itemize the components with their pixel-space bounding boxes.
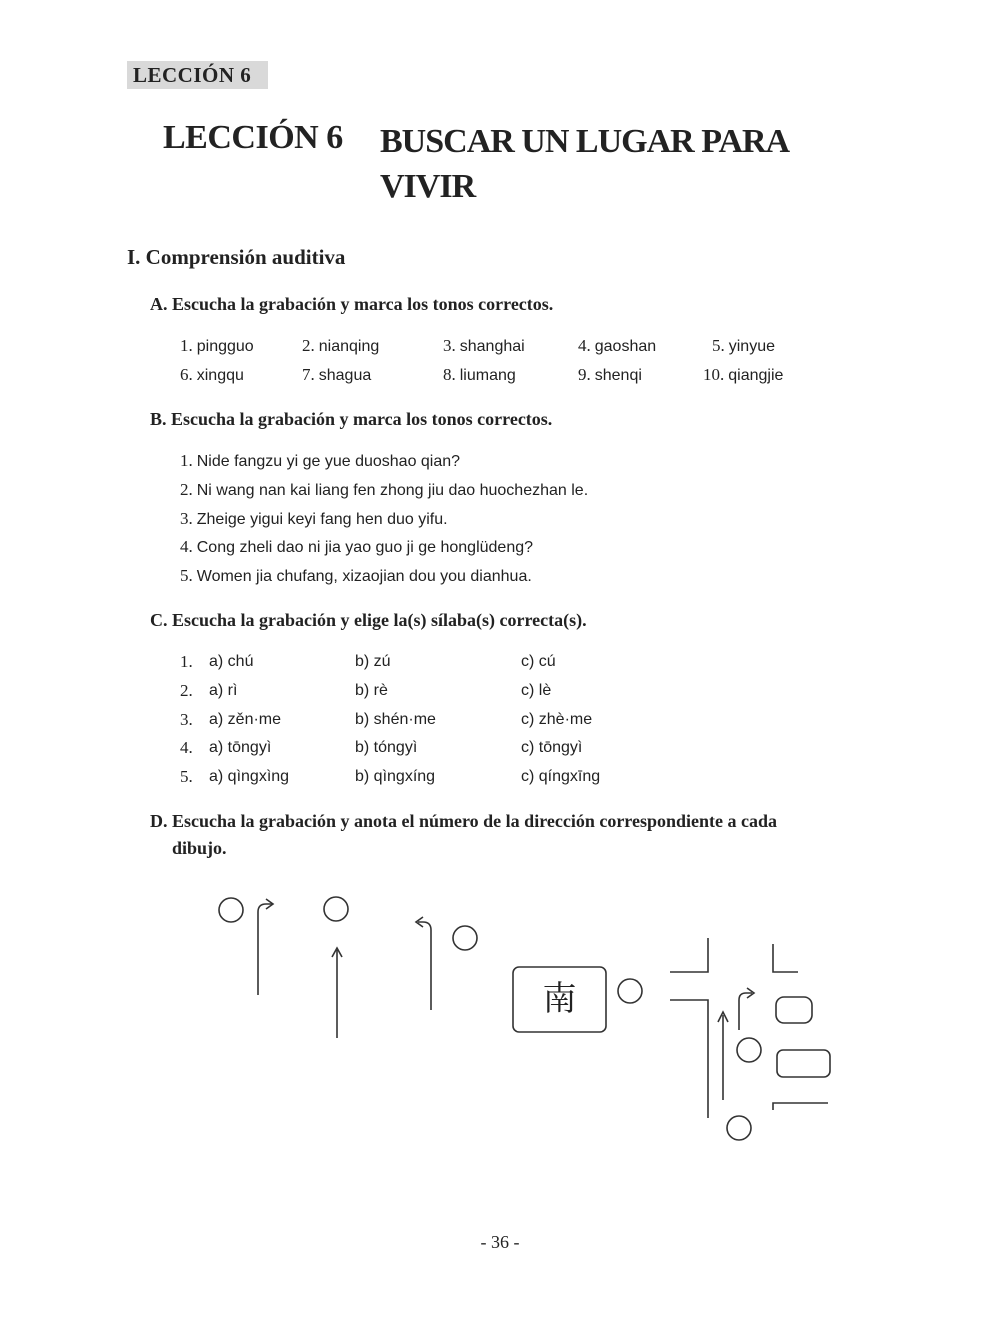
list-item: 2. nianqing xyxy=(302,336,380,355)
option-c: c) tōngyì xyxy=(521,739,583,756)
answer-circle[interactable] xyxy=(727,1116,751,1140)
list-item: 7. shagua xyxy=(302,365,372,384)
row-number: 2. xyxy=(180,681,193,700)
row-number: 4. xyxy=(180,738,193,757)
lesson-tab: LECCIÓN 6 xyxy=(127,61,268,89)
answer-circle[interactable] xyxy=(219,898,243,922)
street-corner xyxy=(670,1000,708,1118)
car-shape xyxy=(776,997,812,1023)
car-shape xyxy=(777,1050,830,1077)
list-item: 6. xingqu xyxy=(180,365,244,384)
list-item: 3. shanghai xyxy=(443,336,525,355)
option-c: c) qíngxīng xyxy=(521,768,601,785)
section-title: I. Comprensión auditiva xyxy=(127,245,346,269)
answer-circle[interactable] xyxy=(618,979,642,1003)
lesson-title-line2: VIVIR xyxy=(380,168,476,205)
option-a: a) chú xyxy=(209,653,254,670)
page-number: - 36 - xyxy=(480,1232,520,1252)
part-d-heading-line2: dibujo. xyxy=(172,838,227,858)
answer-circle[interactable] xyxy=(453,926,477,950)
option-c: c) lè xyxy=(521,682,552,699)
option-b: b) tóngyì xyxy=(355,739,418,756)
street-corner xyxy=(773,1103,828,1110)
turn-left-arrow-icon xyxy=(418,922,431,1010)
option-b: b) zú xyxy=(355,653,391,670)
turn-right-arrow-icon xyxy=(258,904,272,995)
option-b: b) shén·me xyxy=(355,711,436,728)
answer-circle[interactable] xyxy=(737,1038,761,1062)
answer-circle[interactable] xyxy=(324,897,348,921)
option-a: a) rì xyxy=(209,682,238,699)
drawing-turn-right xyxy=(219,898,273,995)
lesson-title-line1: BUSCAR UN LUGAR PARA xyxy=(380,123,790,160)
list-item: 3. Zheige yigui keyi fang hen duo yifu. xyxy=(180,509,448,528)
option-c: c) zhè·me xyxy=(521,711,593,728)
list-item: 1. Nide fangzu yi ge yue duoshao qian? xyxy=(180,451,461,470)
street-corner xyxy=(773,944,798,972)
drawing-straight xyxy=(324,897,348,1038)
option-a: a) zěn·me xyxy=(209,711,282,728)
list-item: 9. shenqi xyxy=(578,365,642,384)
option-a: a) qìngxìng xyxy=(209,768,290,785)
list-item: 10. qiangjie xyxy=(703,365,784,384)
lesson-number: LECCIÓN 6 xyxy=(163,119,343,156)
part-c-heading: C. Escucha la grabación y elige la(s) sílaba(s) correcta(s). xyxy=(150,610,587,630)
list-item: 4. Cong zheli dao ni jia yao guo ji ge honglüdeng? xyxy=(180,537,534,556)
sign-character: 南 xyxy=(542,979,577,1019)
drawing-turn-left xyxy=(416,917,477,1010)
list-item: 8. liumang xyxy=(443,365,516,384)
row-number: 3. xyxy=(180,710,193,729)
option-c: c) cú xyxy=(521,653,556,670)
part-a-heading: A. Escucha la grabación y marca los tonos correctos. xyxy=(150,294,554,314)
part-d-heading-line1: D. Escucha la grabación y anota el número de la dirección correspondiente a cada xyxy=(150,811,777,831)
option-a: a) tōngyì xyxy=(209,739,272,756)
street-corner xyxy=(670,938,708,972)
drawing-intersection xyxy=(670,938,830,1140)
part-b-heading: B. Escucha la grabación y marca los tonos correctos. xyxy=(150,409,553,429)
turn-right-arrow-icon xyxy=(739,993,752,1030)
list-item: 4. gaoshan xyxy=(578,336,657,355)
list-item: 1. pingguo xyxy=(180,336,254,355)
row-number: 1. xyxy=(180,652,193,671)
list-item: 2. Ni wang nan kai liang fen zhong jiu dao huochezhan le. xyxy=(180,480,589,499)
list-item: 5. yinyue xyxy=(712,336,775,355)
row-number: 5. xyxy=(180,767,193,786)
list-item: 5. Women jia chufang, xizaojian dou you dianhua. xyxy=(180,566,532,585)
option-b: b) qìngxíng xyxy=(355,768,436,785)
option-b: b) rè xyxy=(355,682,388,699)
